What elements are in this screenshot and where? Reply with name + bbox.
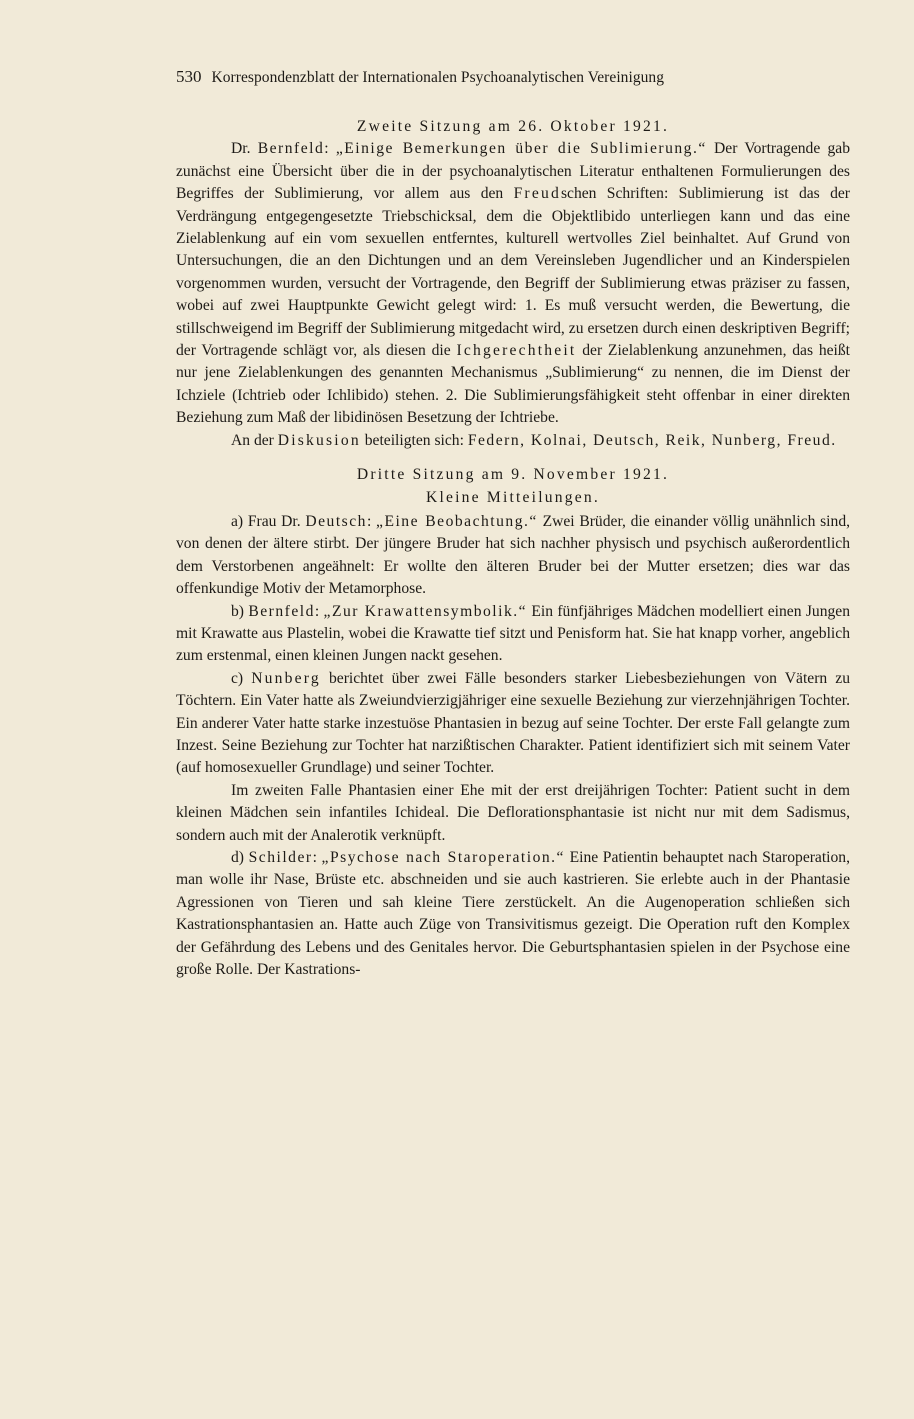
speaker-name: Bernfeld [248, 602, 315, 620]
session-heading-3: Dritte Sitzung am 9. November 1921. [356, 466, 670, 484]
item-d-schilder: d) Schilder: „Psychose nach Staroperation.“ Eine Patientin behauptet nach Staroperation, man wolle ihr Nase, Brüste etc. abschneiden und sie auch kastrieren. Sie erlebte auch in der Phantasie Agressionen von Tieren und sah kleine Tiere zerstückelt. An die Augenoperation schließen sich Kastrationsphantasien an. Hatte auch Züge von Transivitismus gezeigt. Die Operation ruft den Komplex der Gefährdung des Lebens und des Genitales hervor. Die Geburtsphantasien spielen in der Psychose eine große Rolle. Der Kastrations- [176, 849, 851, 979]
talk-title: „Eine Beobachtung.“ [376, 512, 538, 530]
item-b-bernfeld: b) Bernfeld: „Zur Krawattensymbolik.“ Ein fünfjähriges Mädchen modelliert einen Jungen mit Krawatte aus Plastelin, wobei die Krawatte tief sitzt und Penisform hat. Sie hat knapp vorher, angeblich zum erstenmal, einen kleinen Jungen nackt gesehen. [176, 602, 851, 665]
discussion-paragraph: An der Diskusion beteiligten sich: Federn, Kolnai, Deutsch, Reik, Nunberg, Freud. [231, 431, 837, 449]
speaker-name: Deutsch [305, 512, 367, 530]
session-heading-2: Zweite Sitzung am 26. Oktober 1921. [356, 118, 670, 135]
item-a-deutsch: a) Frau Dr. Deutsch: „Eine Beobachtung.“ Zwei Brüder, die einander völlig unähnlich sind, von denen der ältere stirbt. Der jüngere Bruder hat sich nachher physisch und psychisch außerordentlich dem Verstorbenen angeähnelt: Er wollte den älteren Bruder bei der Mutter ersetzen; dies war das offenkundige Motiv der Metamorphose. [176, 512, 851, 598]
freud-name: Freud [513, 185, 561, 203]
section-subheading: Kleine Mitteilungen. [426, 488, 600, 506]
bernfeld-sublimation-paragraph: Dr. Bernfeld: „Einige Bemerkungen über die Sublimierung.“ Der Vortragende gab zunächst eine Übersicht über die in der psychoanalytischen Literatur enthaltenen Formulierungen des Begriffes der Sublimierung, vor allem aus den Freudschen Schriften: Sublimierung ist das der Verdrängung entgegengesetzte Triebschicksal, dem die Objektlibido unterliegen kann und das eine Zielablenkung auf ein vom sexuellen entferntes, kulturell wertvolles Ziel beinhaltet. Auf Grund von Untersuchungen, die an den Dichtungen und an dem Vereinsleben Jugendlicher und an Kinderspielen vorgenommen wurden, versucht der Vortragende, den Begriff der Sublimierung etwas präziser zu fassen, wobei auf zwei Hauptpunkte Gewicht gelegt wird: 1. Es muß versucht werden, die Bewertung, die stillschweigend im Begriff der Sublimierung mitgedacht wird, zu ersetzen durch einen deskriptiven Begriff; der Vortragende schlägt vor, als diesen die Ichgerechtheit der Zielablenkung anzunehmen, das heißt nur jene Zielablenkungen des genannten Mechanismus „Sublimierung“ zu nennen, die im Dienst der Ichziele (Ichtrieb oder Ichlibido) stehen. 2. Die Sublimierungsfähigkeit steht offenbar in einer direkten Beziehung zum Maß der libidinösen Besetzung der Ichtriebe. [176, 140, 851, 427]
speaker-name: Bernfeld [257, 140, 325, 158]
speaker-name: Nunberg [251, 669, 321, 687]
speaker-name: Schilder [248, 849, 313, 866]
talk-title: „Zur Krawattensymbolik.“ [323, 602, 528, 620]
discussion-term: Diskusion [277, 431, 361, 449]
talk-title: „Psychose nach Staroperation.“ [321, 849, 565, 866]
emphasized-term: Ichgerechtheit [456, 342, 577, 360]
page-number: 530 [176, 67, 202, 86]
journal-title: Korrespondenzblatt der Internationalen Psychoanalytischen Vereinigung [211, 69, 665, 86]
running-header [176, 66, 850, 92]
item-c-continuation: Im zweiten Falle Phantasien einer Ehe mit der erst dreijährigen Tochter: Patient sucht in dem kleinen Mädchen sein infantiles Ichideal. Die Deflorationsphantasie ist nicht nur mit dem Sadismus, sondern auch mit der Analerotik verknüpft. [176, 781, 850, 844]
item-c-nunberg: c) Nunberg berichtet über zwei Fälle besonders starker Liebesbeziehungen von Vätern zu Töchtern. Ein Vater hatte als Zweiundvierzigjähriger eine sexuelle Beziehung zur vierzehnjährigen Tochter. Ein anderer Vater hatte starke inzestuöse Phantasien in bezug auf seine Tochter. Der erste Fall gelangte zum Inzest. Seine Beziehung zur Tochter hat narzißtischen Charakter. Patient identifiziert sich mit seinem Vater (auf homosexueller Grundlage) und seiner Tochter. [176, 669, 850, 777]
page-body [176, 66, 850, 981]
talk-title: „Einige Bemerkungen über die Sublimierung.“ [335, 140, 707, 158]
discussion-names: Federn, Kolnai, Deutsch, Reik, Nunberg, Freud. [467, 431, 837, 449]
